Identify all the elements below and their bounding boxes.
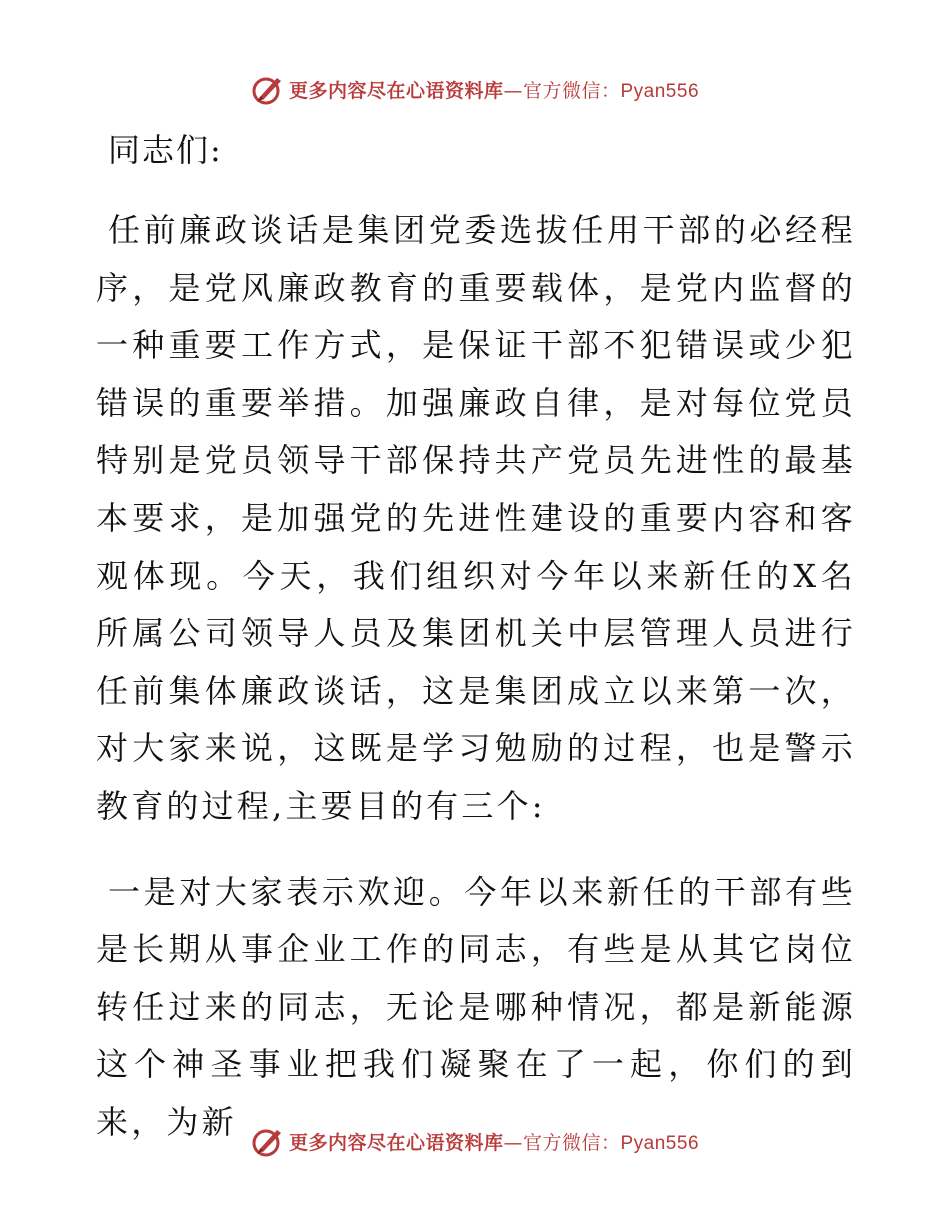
watermark-separator: — — [503, 1131, 523, 1154]
watermark-wechat-id: Pyan556 — [620, 80, 700, 102]
watermark-prefix: 更多内容尽在心语资料库 — [288, 79, 504, 102]
paragraph-intro: 任前廉政谈话是集团党委选拔任用干部的必经程序，是党风廉政教育的重要载体，是党内监督的一种重要工作方式，是保证干部不犯错误或少犯错误的重要举措。加强廉政自律，是对每位党员特别是党员领导干部保持共产党员先进性的最基本要求，是加强党的先进性建设的重要内容和客观体现。今天，我们组织对今年以来新任的X名所属公司领导人员及集团机关中层管理人员进行任前集体廉政谈话，这是集团成立以来第一次，对大家来说，这既是学习勉励的过程，也是警示教育的过程,主要目的有三个: — [96, 211, 856, 825]
paragraph-point-one: 一是对大家表示欢迎。今年以来新任的干部有些是长期从事企业工作的同志，有些是从其它岗位转任过来的同志，无论是哪种情况，都是新能源这个神圣事业把我们凝聚在了一起，你们的到来，为新 — [96, 872, 856, 1141]
watermark-prefix: 更多内容尽在心语资料库 — [288, 1131, 504, 1154]
header-watermark — [0, 72, 950, 106]
watermark-suffix: 官方微信： — [522, 1131, 621, 1154]
watermark-separator: — — [503, 79, 523, 102]
document-body — [96, 122, 856, 1152]
quill-pen-logo-icon — [251, 72, 285, 106]
watermark-wechat-id: Pyan556 — [620, 1132, 700, 1154]
quill-pen-logo-icon — [251, 1124, 285, 1158]
watermark-text — [289, 76, 699, 103]
greeting: 同志们: — [108, 131, 223, 169]
footer-watermark — [0, 1124, 950, 1158]
watermark-text — [289, 1128, 699, 1155]
watermark-suffix: 官方微信： — [522, 79, 621, 102]
